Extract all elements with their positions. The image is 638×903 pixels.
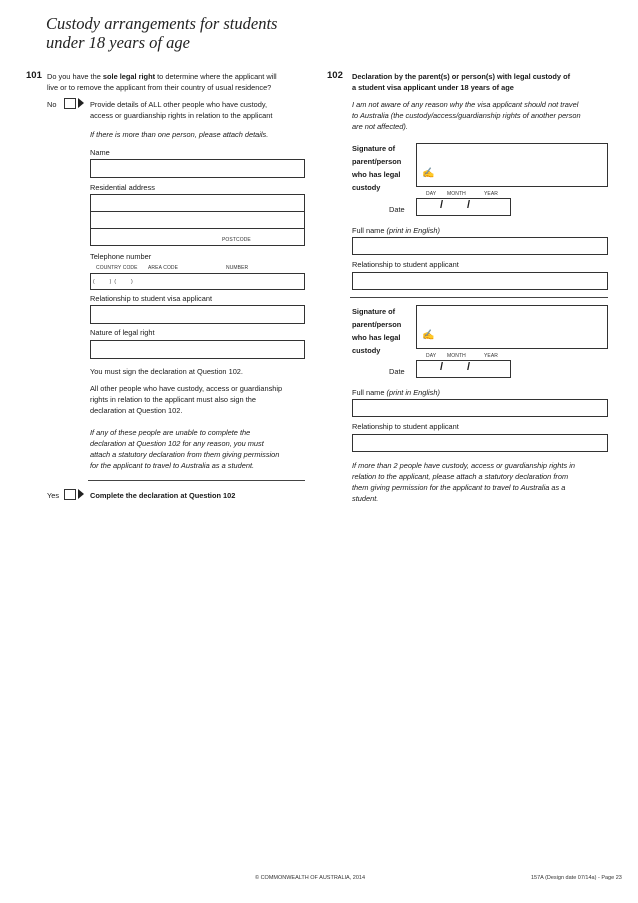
footer-note-line-2: relation to the applicant, please attach a statutory declaration from: [352, 472, 569, 481]
q101-text-line2: live or to remove the applicant from their country of usual residence?: [47, 83, 272, 92]
area-code-label: AREA CODE: [148, 265, 179, 271]
statement-line-1: I am not aware of any reason why the visa applicant should not travel: [352, 100, 579, 109]
no-option-label: No: [47, 100, 57, 109]
date-slash: /: [440, 361, 444, 373]
address-line-1-field[interactable]: [90, 194, 305, 212]
month-label: MONTH: [447, 191, 466, 197]
others-must-sign-text: [90, 383, 310, 416]
sig2-label-line-1: Signature of: [352, 307, 396, 316]
year-label: YEAR: [484, 191, 499, 197]
signature-1-field[interactable]: [416, 143, 608, 187]
date-label: Date: [389, 367, 405, 376]
residential-address-label: Residential address: [90, 183, 155, 192]
date-2-field[interactable]: [416, 360, 511, 378]
declaration-statement: [352, 99, 617, 132]
date-1-field[interactable]: [416, 198, 511, 216]
full-name-2-field[interactable]: [352, 399, 608, 417]
sig1-label-line-2: parent/person: [352, 157, 402, 166]
question-101-text: [47, 71, 317, 93]
arrow-right-icon: [78, 98, 84, 108]
country-code-label: COUNTRY CODE: [96, 265, 138, 271]
year-label: YEAR: [484, 353, 499, 359]
q101-text-pre: Do you have the: [47, 72, 103, 81]
name-field[interactable]: [90, 159, 305, 178]
relationship-to-applicant-label: Relationship to student visa applicant: [90, 294, 213, 303]
statement-line-3: are not affected).: [352, 122, 408, 131]
question-102-heading: [352, 71, 612, 93]
relationship-2-field[interactable]: [352, 434, 608, 452]
date-slash: /: [440, 199, 444, 211]
sig2-label-line-3: who has legal: [352, 333, 401, 342]
unable-line-2: declaration at Question 102 for any reason, you must: [90, 439, 264, 448]
full-name-note: (print in English): [386, 226, 440, 235]
full-name-1-label: [352, 225, 440, 236]
postcode-label: POSTCODE: [222, 237, 251, 243]
yes-checkbox[interactable]: [64, 489, 76, 500]
unable-line-1: If any of these people are unable to complete the: [90, 428, 251, 437]
relationship-1-label: Relationship to student applicant: [352, 260, 459, 269]
no-text-line-2: access or guardianship rights in relation to the applicant: [90, 111, 273, 120]
relationship-field[interactable]: [90, 305, 305, 324]
signature-2-field[interactable]: [416, 305, 608, 349]
unable-line-3: attach a statutory declaration from them giving permission: [90, 450, 280, 459]
full-name-note: (print in English): [386, 388, 440, 397]
number-label: NUMBER: [226, 265, 249, 271]
sig1-label-line-1: Signature of: [352, 144, 396, 153]
no-checkbox[interactable]: [64, 98, 76, 109]
yes-option-instruction: Complete the declaration at Question 102: [90, 491, 236, 500]
sig2-label-line-4: custody: [352, 346, 381, 355]
copyright-text: © COMMONWEALTH OF AUSTRALIA, 2014: [255, 875, 365, 881]
signature-1-label: [352, 142, 401, 194]
full-name-label-text: Full name: [352, 226, 385, 235]
question-101-number: 101: [26, 70, 42, 81]
sig1-label-line-3: who has legal: [352, 170, 401, 179]
date-slash: /: [467, 361, 471, 373]
telephone-label: Telephone number: [90, 252, 152, 261]
no-option-instructions: [90, 99, 310, 121]
statement-line-2: to Australia (the custody/access/guardianship rights of another person: [352, 111, 581, 120]
no-text-line-1: Provide details of ALL other people who have custody,: [90, 100, 268, 109]
full-name-1-field[interactable]: [352, 237, 608, 255]
pen-icon: ✍: [422, 168, 435, 179]
full-name-label-text: Full name: [352, 388, 385, 397]
footer-note-line-3: them giving permission for the applicant to travel to Australia as a: [352, 483, 566, 492]
arrow-right-icon: [78, 489, 84, 499]
additional-custodians-note: [352, 460, 614, 504]
sig2-label-line-2: parent/person: [352, 320, 402, 329]
q101-text-bold: sole legal right: [102, 72, 156, 81]
relationship-1-field[interactable]: [352, 272, 608, 290]
divider: [88, 480, 305, 481]
unable-line-4: for the applicant to travel to Australia as a student.: [90, 461, 255, 470]
relationship-2-label: Relationship to student applicant: [352, 422, 459, 431]
day-label: DAY: [426, 353, 437, 359]
others-line-2: rights in relation to the applicant must also sign the: [90, 395, 256, 404]
telephone-format: ( ) ( ): [93, 279, 133, 285]
must-sign-text: You must sign the declaration at Question 102.: [90, 367, 243, 376]
no-option-note: If there is more than one person, please attach details.: [90, 130, 269, 139]
page-title-line-1: Custody arrangements for students: [46, 14, 278, 33]
q102-heading-line-1: Declaration by the parent(s) or person(s) with legal custody of: [352, 72, 571, 81]
question-102-number: 102: [327, 70, 343, 81]
q101-text-post: to determine where the applicant will: [155, 72, 277, 81]
yes-option-label: Yes: [47, 491, 60, 500]
month-label: MONTH: [447, 353, 466, 359]
others-line-3: declaration at Question 102.: [90, 406, 183, 415]
address-line-3-field[interactable]: [90, 228, 305, 246]
full-name-2-label: [352, 387, 440, 398]
nature-of-legal-right-field[interactable]: [90, 340, 305, 359]
q102-heading-line-2: a student visa applicant under 18 years of age: [352, 83, 514, 92]
date-label: Date: [389, 205, 405, 214]
address-line-2-field[interactable]: [90, 211, 305, 229]
page-reference: 157A (Design date 07/14a) - Page 23: [531, 875, 622, 881]
page-title: [46, 14, 346, 52]
date-slash: /: [467, 199, 471, 211]
day-label: DAY: [426, 191, 437, 197]
statutory-declaration-note: [90, 427, 315, 471]
sig1-label-line-4: custody: [352, 183, 381, 192]
footer-note-line-1: If more than 2 people have custody, access or guardianship rights in: [352, 461, 575, 470]
others-line-1: All other people who have custody, access or guardianship: [90, 384, 283, 393]
footer-note-line-4: student.: [352, 494, 379, 503]
page-title-line-2: under 18 years of age: [46, 33, 190, 52]
name-label: Name: [90, 148, 110, 157]
divider: [350, 297, 608, 298]
signature-2-label: [352, 305, 401, 357]
pen-icon: ✍: [422, 330, 435, 341]
nature-of-legal-right-label: Nature of legal right: [90, 328, 155, 337]
